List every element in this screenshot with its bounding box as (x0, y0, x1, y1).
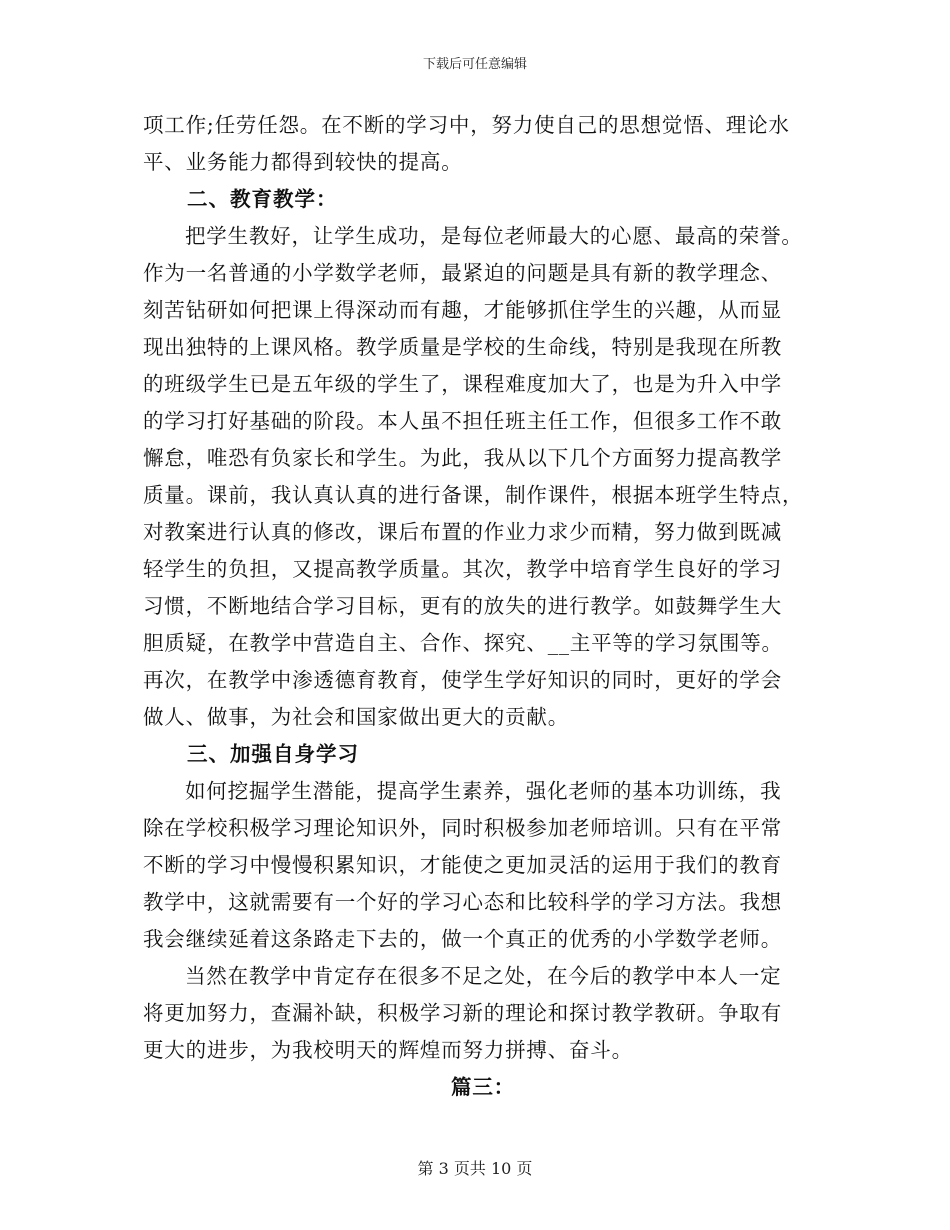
text-line: 的学习打好基础的阶段。本人虽不担任班主任工作，但很多工作不敢 (143, 409, 782, 433)
text-line: 习惯，不断地结合学习目标，更有的放失的进行教学。如鼓舞学生大 (143, 594, 782, 618)
text-line: 懈怠，唯恐有负家长和学生。为此，我从以下几个方面努力提高教学 (143, 446, 782, 470)
text-line: 平、业务能力都得到较快的提高。 (143, 150, 463, 174)
text-line: 教学中，这就需要有一个好的学习心态和比较科学的学习方法。我想 (143, 890, 782, 914)
text-line: 如何挖掘学生潜能，提高学生素养，强化老师的基本功训练，我 (185, 779, 782, 803)
text-line: 轻学生的负担，又提高教学质量。其次，教学中培育学生良好的学习 (143, 557, 782, 581)
text-line: 对教案进行认真的修改，课后布置的作业力求少而精，努力做到既减 (143, 520, 782, 544)
text-line: 不断的学习中慢慢积累知识，才能使之更加灵活的运用于我们的教育 (143, 853, 782, 877)
text-line: 的班级学生已是五年级的学生了，课程难度加大了，也是为升入中学 (143, 372, 782, 396)
chapter-title: 篇三： (451, 1075, 515, 1099)
text-line: 现出独特的上课风格。教学质量是学校的生命线，特别是我现在所教 (143, 335, 782, 359)
page-footer: 第 3 页共 10 页 (417, 1159, 533, 1178)
text-line: 质量。课前，我认真认真的进行备课，制作课件，根据本班学生特点， (143, 483, 804, 507)
section-heading-teaching: 二、教育教学： (187, 187, 338, 211)
page-header: 下载后可任意编辑 (422, 57, 527, 72)
text-line: 更大的进步，为我校明天的辉煌而努力拼搏、奋斗。 (143, 1038, 633, 1062)
text-line: 胆质疑，在教学中营造自主、合作、探究、__主平等的学习氛围等。 (143, 631, 783, 655)
section-heading-self-study: 三、加强自身学习 (187, 742, 359, 766)
text-line: 除在学校积极学习理论知识外，同时积极参加老师培训。只有在平常 (143, 816, 782, 840)
text-line: 将更加努力，查漏补缺，积极学习新的理论和探讨教学教研。争取有 (143, 1001, 782, 1025)
text-line: 当然在教学中肯定存在很多不足之处，在今后的教学中本人一定 (185, 964, 782, 988)
text-line: 刻苦钻研如何把课上得深动而有趣，才能够抓住学生的兴趣，从而显 (143, 298, 782, 322)
text-line: 我会继续延着这条路走下去的，做一个真正的优秀的小学数学老师。 (143, 927, 782, 951)
text-line: 项工作;任劳任怨。在不断的学习中，努力使自己的思想觉悟、理论水 (143, 113, 790, 137)
text-line: 再次，在教学中渗透德育教育，使学生学好知识的同时，更好的学会 (143, 668, 782, 692)
text-line: 做人、做事，为社会和国家做出更大的贡献。 (143, 705, 569, 729)
document-body (143, 107, 813, 1106)
text-line: 作为一名普通的小学数学老师，最紧迫的问题是具有新的教学理念、 (143, 261, 782, 285)
text-line: 把学生教好，让学生成功，是每位老师最大的心愿、最高的荣誉。 (185, 224, 803, 248)
